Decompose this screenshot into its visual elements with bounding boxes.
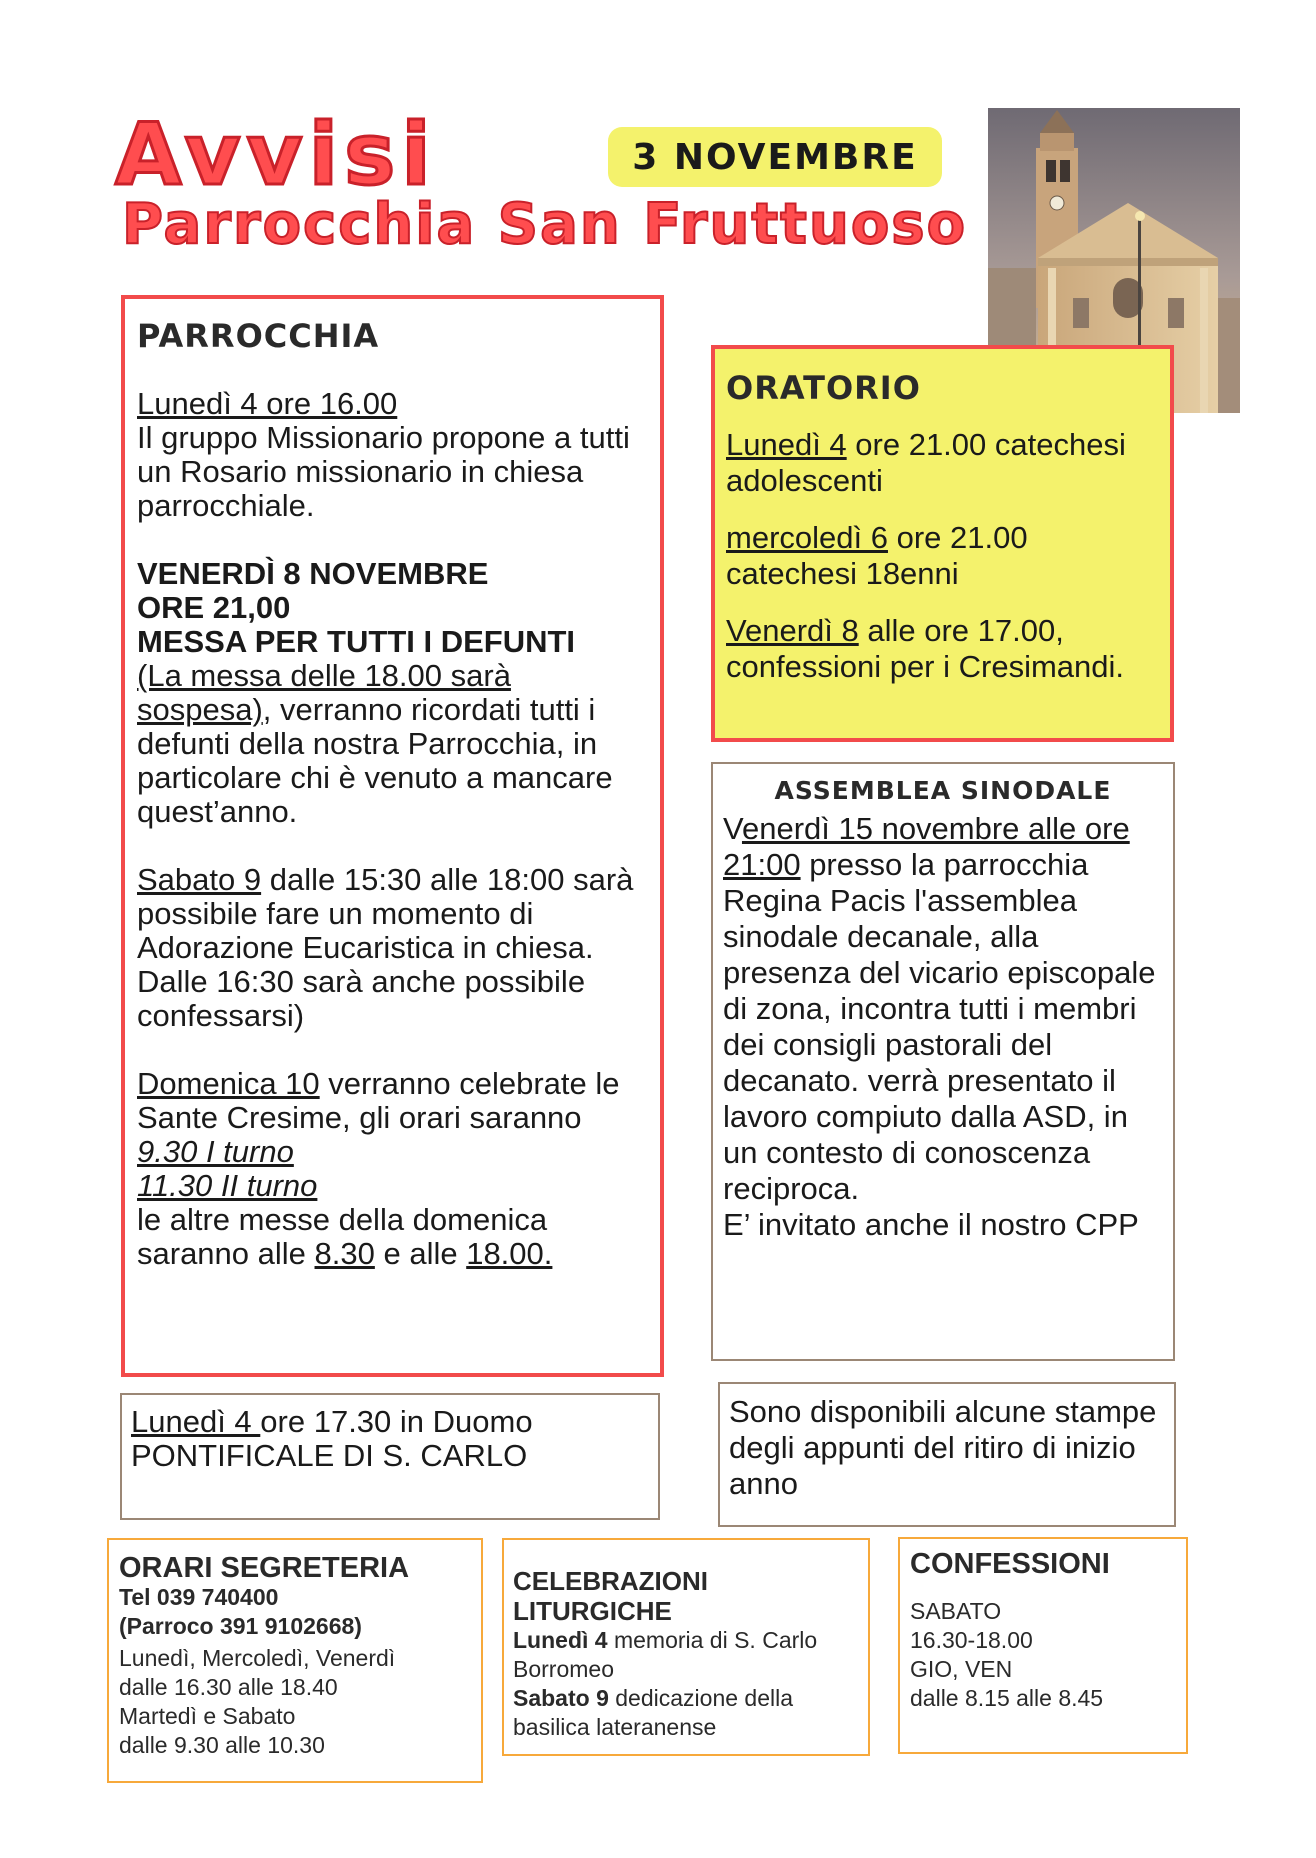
segreteria-heading: ORARI SEGRETERIA xyxy=(119,1552,410,1584)
celebrazioni-item xyxy=(513,1684,858,1742)
pontificale-text: ore 17.30 in Duomo xyxy=(260,1404,533,1439)
segreteria-line: dalle 9.30 alle 10.30 xyxy=(119,1732,325,1758)
celebrazioni-text: dedicazione della basilica lateranense xyxy=(513,1685,794,1740)
stampe-text: Sono disponibili alcune stampe degli appunti del ritiro di inizio anno xyxy=(729,1394,1157,1501)
confessioni-line: SABATO xyxy=(910,1598,1002,1624)
page-subtitle: Parrocchia San Fruttuoso xyxy=(122,192,968,257)
pontificale-title: PONTIFICALE DI S. CARLO xyxy=(131,1438,528,1473)
segreteria-line: Lunedì, Mercoledì, Venerdì xyxy=(119,1645,396,1671)
item-text: alle ore 17.00, confessioni per i Cresimandi. xyxy=(726,613,1125,684)
oratorio-box xyxy=(711,345,1174,742)
assemblea-text: E’ invitato anche il nostro CPP xyxy=(723,1207,1139,1242)
assemblea-lead: V xyxy=(723,811,742,846)
celebrazioni-heading: CELEBRAZIONI LITURGICHE xyxy=(513,1566,708,1626)
assemblea-heading: ASSEMBLEA SINODALE xyxy=(774,776,1112,805)
notice-heading-line: VENERDÌ 8 NOVEMBRE xyxy=(137,556,489,591)
oratorio-item xyxy=(726,427,1160,499)
item-date: mercoledì 6 xyxy=(726,520,888,555)
assemblea-box xyxy=(711,762,1175,1361)
item-date: Venerdì 8 xyxy=(726,613,859,648)
notice-text: le altre messe della domenica saranno alle xyxy=(137,1202,548,1271)
segreteria-line: Martedì e Sabato xyxy=(119,1703,296,1729)
confessioni-heading: CONFESSIONI xyxy=(910,1548,1110,1580)
notice-date: Lunedì 4 ore 16.00 xyxy=(137,386,398,421)
notice-time: 8.30 xyxy=(314,1236,375,1271)
notice-text: verranno celebrate le Sante Cresime, gli orari saranno xyxy=(137,1066,620,1135)
date-badge: 3 NOVEMBRE xyxy=(608,127,942,187)
confessioni-box xyxy=(898,1537,1188,1754)
pontificale-date: Lunedì 4 xyxy=(131,1404,261,1439)
confessioni-line: 16.30-18.00 xyxy=(910,1627,1033,1653)
assemblea-content xyxy=(723,811,1163,1243)
segreteria-line: dalle 16.30 alle 18.40 xyxy=(119,1674,338,1700)
oratorio-content xyxy=(726,427,1160,685)
notice-time: 18.00. xyxy=(466,1236,553,1271)
page-title: Avvisi xyxy=(115,105,437,205)
notice-missionario xyxy=(137,387,646,523)
pontificale-content xyxy=(131,1405,648,1473)
parrocchia-heading: PARROCCHIA xyxy=(137,317,380,355)
pontificale-box xyxy=(120,1393,660,1520)
stampe-box xyxy=(718,1382,1176,1527)
celebrazioni-text: memoria di S. Carlo Borromeo xyxy=(513,1627,818,1682)
confessioni-line: dalle 8.15 alle 8.45 xyxy=(910,1685,1104,1711)
notice-text: dalle 15:30 alle 18:00 sarà possibile fare un momento di Adorazione Eucaristica in chiesa. Dalle 16:30 sarà anche possibile confessarsi) xyxy=(137,862,634,1033)
notice-cresime xyxy=(137,1067,646,1271)
item-date: Lunedì 4 xyxy=(726,427,847,462)
segreteria-parroco: (Parroco 391 9102668) xyxy=(119,1613,362,1639)
notice-date: Sabato 9 xyxy=(137,862,262,897)
notice-adorazione xyxy=(137,863,646,1033)
item-text: ore 21.00 catechesi adolescenti xyxy=(726,427,1126,498)
notice-note: (La messa delle 18.00 sarà sospesa) xyxy=(137,658,511,727)
confessioni-line: GIO, VEN xyxy=(910,1656,1013,1682)
assemblea-date: enerdì 15 novembre alle ore 21:00 xyxy=(723,811,1130,882)
parrocchia-content xyxy=(137,387,646,1271)
notice-turn: 11.30 II turno xyxy=(137,1168,318,1203)
notice-turn: 9.30 I turno xyxy=(137,1134,294,1169)
notice-text: , verranno ricordati tutti i defunti della nostra Parrocchia, in particolare chi è venuto a mancare quest’anno. xyxy=(137,692,613,829)
notice-heading-line: MESSA PER TUTTI I DEFUNTI xyxy=(137,624,576,659)
notice-defunti xyxy=(137,557,646,829)
notice-text: e alle xyxy=(374,1236,467,1271)
celebrazioni-date: Sabato 9 xyxy=(513,1685,609,1711)
segreteria-tel: Tel 039 740400 xyxy=(119,1584,279,1610)
oratorio-heading: ORATORIO xyxy=(726,369,921,407)
notice-heading-line: ORE 21,00 xyxy=(137,590,291,625)
celebrazioni-date: Lunedì 4 xyxy=(513,1627,608,1653)
oratorio-item xyxy=(726,613,1160,685)
celebrazioni-item xyxy=(513,1626,858,1684)
assemblea-text: presso la parrocchia Regina Pacis l'assemblea sinodale decanale, alla presenza del vicario episcopale di zona, incontra tutti i membri dei consigli pastorali del decanato. verrà presentato il lavoro compiuto dalla ASD, in un contesto di conoscenza reciproca. xyxy=(723,847,1156,1206)
item-text: ore 21.00 catechesi 18enni xyxy=(726,520,1028,591)
parrocchia-box xyxy=(121,295,664,1377)
oratorio-item xyxy=(726,520,1160,592)
celebrazioni-box xyxy=(502,1538,870,1756)
segreteria-box xyxy=(107,1538,483,1783)
notice-date: Domenica 10 xyxy=(137,1066,320,1101)
notice-text: Il gruppo Missionario propone a tutti un Rosario missionario in chiesa parrocchiale. xyxy=(137,420,630,523)
